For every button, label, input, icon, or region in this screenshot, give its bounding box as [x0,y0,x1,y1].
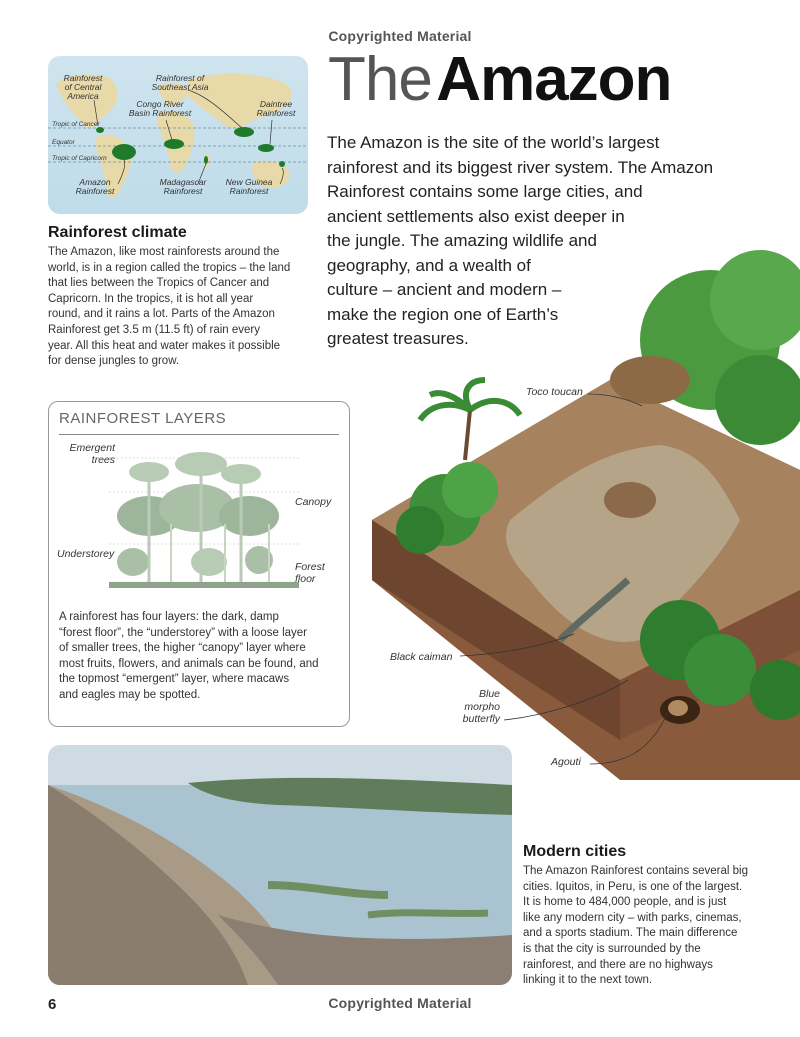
rainforest-layers-panel [48,401,350,727]
cities-heading: Modern cities [523,843,627,860]
copyright-footer: Copyrighted Material [328,995,472,1011]
cities-line: It is home to 484,000 people, and is just [523,896,727,909]
climate-heading: Rainforest climate [48,224,187,241]
layers-line: most fruits, flowers, and animals can be found, and [59,657,319,670]
intro-line: ancient settlements also exist deeper in [327,206,625,226]
climate-line: Rainforest get 3.5 m (11.5 ft) of rain every [48,323,260,336]
cities-line: and a sports stadium. The main difference [523,927,738,940]
intro-line: make the region one of Earth’s [327,304,559,324]
cities-line: The Amazon Rainforest contains several big [523,865,749,877]
map-label-congo: Congo River Basin Rainforest [128,99,192,118]
climate-line: round, and it rains a lot. Parts of the Amazon [48,308,275,321]
map-label-daintree: Daintree Rainforest [256,99,296,118]
map-label-central-america: Rainforest of Central America [63,73,103,101]
map-label-southeast-asia: Rainforest of Southeast Asia [151,73,209,92]
world-rainforest-map [48,56,308,214]
map-line-capricorn: Tropic of Capricorn [52,155,107,162]
callout-agouti: Agouti [551,756,581,768]
climate-line: The Amazon, like most rainforests around the [48,246,280,258]
climate-line: Capricorn. In the tropics, it is hot all year [48,292,254,305]
callout-butterfly: Blue morpho butterfly [462,688,500,725]
map-line-cancer: Tropic of Cancer [52,121,100,128]
aerial-city-graphic [48,745,512,985]
title-bold-word: Amazon [436,45,672,114]
iquitos-aerial-photo [48,745,512,985]
callout-toucan-leader [586,390,646,410]
layers-divider [59,434,339,435]
cities-line: rainforest, and there are no highways [523,958,713,971]
layers-line: the topmost “emergent” layer, where macaws [59,673,290,686]
title-light-word: The [328,45,432,114]
climate-line: that lies between the Tropics of Cancer and [48,277,270,290]
intro-line: rainforest and its biggest river system. The Amazon [327,157,714,177]
callout-caiman-leader [458,630,578,660]
intro-line: greatest treasures. [327,329,469,348]
layers-body [59,610,343,704]
map-label-amazon: Amazon Rainforest [75,177,115,196]
layer-label-emergent: Emergent trees [69,442,115,466]
climate-line: world, is in a region called the tropics – the land [48,261,291,274]
callout-toucan: Toco toucan [526,386,583,398]
map-line-equator: Equator [52,139,75,146]
cities-line: cities. Iquitos, in Peru, is one of the largest. [523,880,743,893]
page-number: 6 [48,996,57,1013]
layers-line: of smaller trees, the higher “canopy” layer where [59,642,306,655]
cities-line: is that the city is surrounded by the [523,942,701,955]
climate-line: year. All this heat and water makes it possible [48,339,281,352]
layers-line: and eagles may be spotted. [59,688,201,701]
cities-line: linking it to the next town. [523,974,653,987]
copyright-header: Copyrighted Material [328,28,472,44]
layers-diagram [109,444,299,594]
layer-label-canopy: Canopy [295,496,332,508]
layer-label-forest-floor: Forest floor [295,561,325,585]
map-label-new-guinea: New Guinea Rainforest [225,177,273,196]
page-title [328,44,671,115]
intro-line: the jungle. The amazing wildlife and [327,231,597,250]
intro-line: culture – ancient and modern – [327,280,562,299]
layer-label-understorey: Understorey [57,548,115,560]
map-label-madagascar: Madagascar Rainforest [159,177,207,196]
callout-caiman: Black caiman [390,651,453,663]
cities-body [523,864,793,989]
layers-title: RAINFOREST LAYERS [59,410,227,427]
cities-line: like any modern city – with parks, cinemas, [523,911,742,924]
intro-line: The Amazon is the site of the world’s largest [327,133,660,152]
layers-line: A rainforest has four layers: the dark, damp [59,611,279,623]
layers-line: “forest floor”, the “understorey” with a loose layer [59,626,307,639]
intro-line: geography, and a wealth of [327,255,531,275]
climate-line: for dense jungles to grow. [48,355,180,368]
intro-line: Rainforest contains some large cities, and [327,182,643,201]
climate-body [48,245,316,370]
callout-agouti-leader [588,708,678,768]
